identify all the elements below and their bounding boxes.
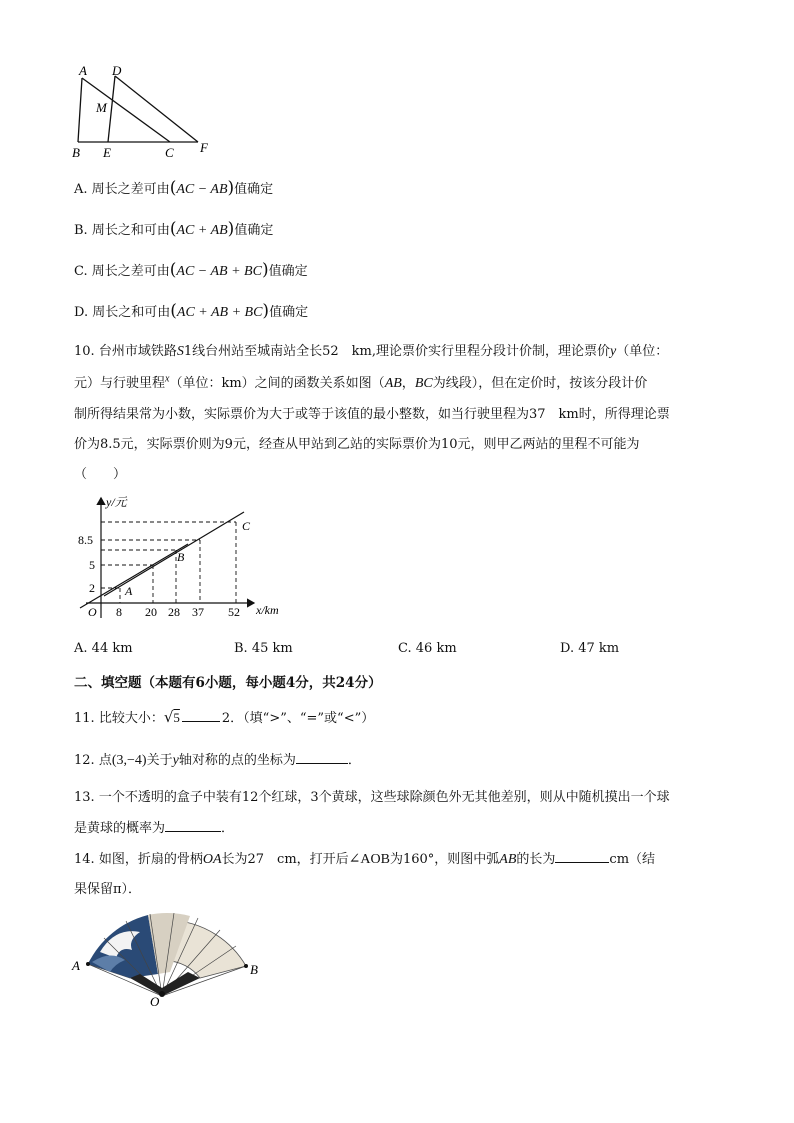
q13-line-1: 13. 一个不透明的盒子中装有12个红球，3个黄球，这些球除颜色外无其他差别，则从中随机摸出一个球	[74, 790, 670, 805]
fan-label-a: A	[72, 958, 80, 973]
q10-option-d[interactable]: D. 47 km	[560, 641, 620, 656]
q14-answer-blank[interactable]	[555, 850, 609, 863]
q12-answer-blank[interactable]	[296, 751, 348, 764]
x-tick-28: 28	[168, 605, 180, 619]
q13-answer-blank[interactable]	[165, 819, 221, 832]
point-a-label: A	[125, 584, 133, 598]
q10-line-4: 价为8.5元，实际票价则为9元，经查从甲站到乙站的实际票价为10元，则甲乙两站的里程不可能为	[74, 437, 640, 452]
fan-label-o: O	[150, 994, 160, 1007]
y-tick-8-5: 8.5	[78, 533, 93, 547]
section-2-title: 二、填空题（本题有6小题，每小题4分，共24分）	[74, 675, 382, 691]
point-b-label: B	[177, 550, 185, 564]
q9-option-a[interactable]: A. 周长之差可由(AC − AB)值确定	[74, 178, 274, 198]
x-tick-37: 37	[192, 605, 204, 619]
x-tick-8: 8	[116, 605, 122, 619]
q9-option-d[interactable]: D. 周长之和可由(AC + AB + BC)值确定	[74, 301, 309, 321]
segment-ab	[80, 544, 188, 608]
q9-option-c[interactable]: C. 周长之差可由(AC − AB + BC)值确定	[74, 260, 308, 280]
q10-line-2: 元）与行驶里程$^x$（单位：km）之间的函数关系如图（AB，BC为线段），但在定价时，按该分段计价	[74, 373, 648, 391]
sqrt-symbol: √	[163, 708, 174, 726]
label-e: E	[103, 145, 111, 160]
folding-fan-figure	[70, 902, 270, 1007]
x-tick-20: 20	[145, 605, 157, 619]
fare-graph	[68, 490, 298, 625]
x-tick-52: 52	[228, 605, 240, 619]
q13-line-2: 是黄球的概率为 ．	[74, 821, 235, 836]
q10-option-b[interactable]: B. 45 km	[234, 641, 293, 656]
fan-label-b: B	[250, 962, 258, 977]
label-f: F	[200, 140, 208, 155]
q9-option-b[interactable]: B. 周长之和可由(AC + AB)值确定	[74, 219, 274, 239]
y-axis-label: y/元	[106, 495, 127, 509]
q10-line-5: （ ）	[74, 467, 127, 482]
q14-line-1: 14. 如图，折扇的骨柄OA长为27 cm，打开后∠AOB为160°，则图中弧AB的长为 cm（结	[74, 852, 656, 867]
q14-line-2: 果保留π）．	[74, 882, 142, 897]
origin-label: O	[88, 605, 97, 619]
label-b: B	[72, 145, 80, 160]
q10-line-1: 10. 台州市域铁路S1线台州站至城南站全长52 km,理论票价实行里程分段计价制，理论票价y（单位：	[74, 344, 669, 359]
q11: 11. 比较大小：√5 2．（填“>”、“=”或“<”）	[74, 708, 375, 726]
q10-option-c[interactable]: C. 46 km	[398, 641, 457, 656]
q12: 12. 点(3,−4)关于y轴对称的点的坐标为 ．	[74, 753, 361, 768]
x-axis-label: x/km	[256, 603, 279, 617]
label-c: C	[165, 145, 174, 160]
q11-answer-blank[interactable]	[182, 709, 220, 722]
point-c-label: C	[242, 519, 251, 533]
q10-line-3: 制所得结果常为小数，实际票价为大于或等于该值的最小整数，如当行驶里程为37 km时，所得理论票	[74, 407, 670, 422]
label-a: A	[79, 63, 87, 78]
y-tick-5: 5	[89, 558, 95, 572]
label-d: D	[112, 63, 122, 78]
y-tick-2: 2	[89, 581, 95, 595]
triangle-figure	[70, 62, 220, 162]
label-m: M	[96, 100, 107, 115]
q10-option-a[interactable]: A. 44 km	[74, 641, 133, 656]
